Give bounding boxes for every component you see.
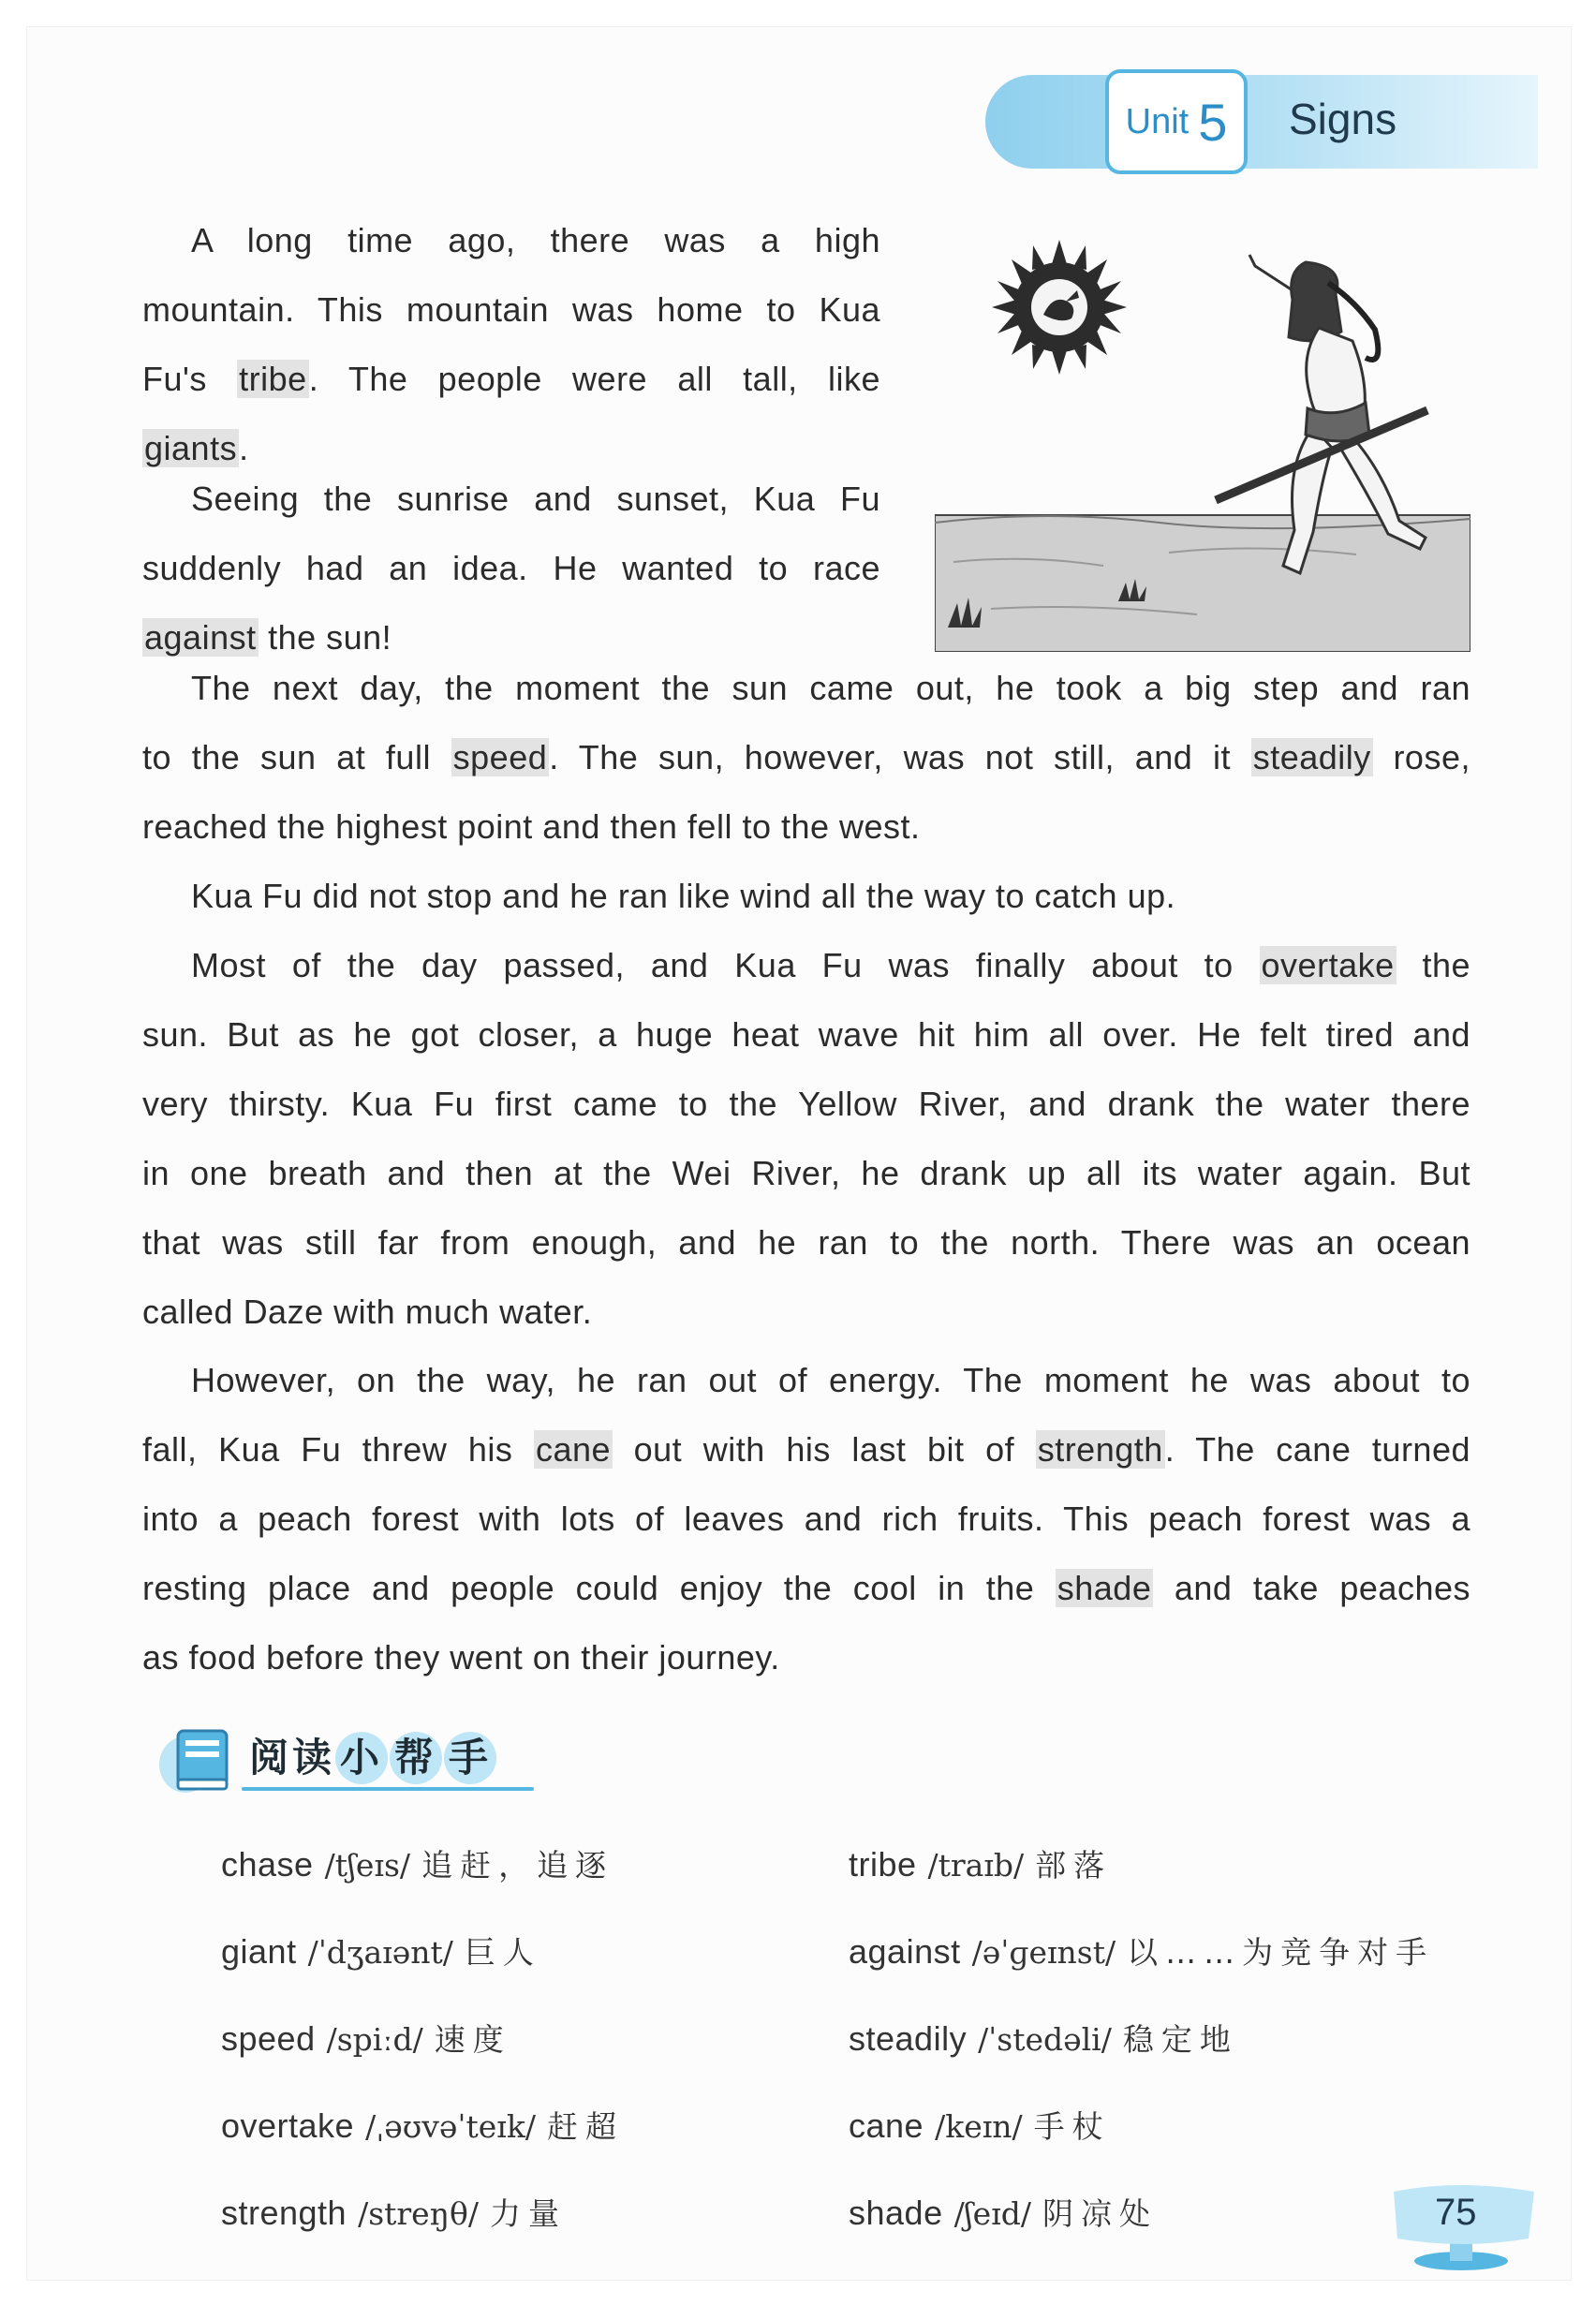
story-line: that was still far from enough, and he ran to the north. There was an ocean <box>142 1223 1470 1262</box>
vocab-highlight: cane <box>535 1430 612 1469</box>
vocab-meaning: 以……为竞争对手 <box>1127 1934 1435 1971</box>
story-text: . <box>239 429 249 467</box>
story-line: reached the highest point and then fell to the west. <box>142 807 921 846</box>
vocab-phonetic: /keɪn/ <box>935 2108 1023 2145</box>
story-text: the sun! <box>258 618 392 657</box>
story-paragraph-5 <box>142 931 1470 1347</box>
story-line <box>142 931 1470 1000</box>
story-line: very thirsty. Kua Fu first came to the Yellow River, and drank the water there <box>142 1085 1470 1123</box>
vocab-meaning: 稳定地 <box>1122 2021 1238 2058</box>
story-line: in one breath and then at the Wei River, he drank up all its water again. But <box>142 1154 1470 1192</box>
unit-number: 5 <box>1198 92 1228 152</box>
story-text: out with his last bit of <box>613 1430 1036 1469</box>
vocab-entry <box>221 2016 511 2060</box>
story-text: Fu's <box>142 360 238 398</box>
page-number: 75 <box>1435 2192 1477 2233</box>
vocab-phonetic: /spiːd/ <box>326 2021 423 2058</box>
story-line: However, on the way, he ran out of energy. The moment he was about to <box>191 1361 1470 1399</box>
vocab-word: chase <box>221 1845 314 1884</box>
story-text: Most of the day passed, and Kua Fu was finally about to <box>191 946 1260 984</box>
story-text: . The cane turned <box>1164 1430 1470 1469</box>
story-text: fall, Kua Fu threw his <box>142 1430 534 1469</box>
vocab-highlight: steadily <box>1252 738 1371 776</box>
story-line: The next day, the moment the sun came out, he took a big step and ran <box>191 669 1470 707</box>
vocab-meaning: 手杖 <box>1033 2108 1111 2145</box>
sun-icon <box>992 240 1127 375</box>
vocab-phonetic: /ˌəʊvəˈteɪk/ <box>365 2108 536 2145</box>
vocab-phonetic: /traɪb/ <box>927 1847 1025 1884</box>
story-line <box>142 723 1470 792</box>
vocab-highlight: overtake <box>1261 946 1395 984</box>
vocab-entry <box>221 1841 613 1885</box>
vocab-meaning: 阴凉处 <box>1042 2195 1158 2232</box>
vocab-highlight: speed <box>452 738 548 776</box>
vocab-entry <box>221 2190 567 2234</box>
vocab-word: against <box>849 1932 961 1971</box>
vocab-highlight: giants <box>144 429 238 467</box>
reading-helper-title-char: 小 <box>335 1732 388 1784</box>
vocab-meaning: 赶超 <box>546 2108 624 2145</box>
story-line: as food before they went on their journey. <box>142 1638 780 1677</box>
vocab-word: giant <box>221 1932 297 1971</box>
story-text: the <box>1396 946 1470 984</box>
unit-badge <box>1105 69 1248 174</box>
vocab-phonetic: /ˈstedəli/ <box>978 2021 1112 2058</box>
story-text: . The sun, however, was not still, and it <box>549 738 1251 776</box>
vocab-highlight: strength <box>1037 1430 1163 1469</box>
vocab-meaning: 部落 <box>1035 1847 1113 1884</box>
story-line: sun. But as he got closer, a huge heat wave hit him all over. He felt tired and <box>142 1015 1470 1054</box>
vocab-word: steadily <box>849 2019 968 2058</box>
story-line: Seeing the sunrise and sunset, Kua Fu <box>191 480 880 518</box>
story-paragraph-6 <box>142 1346 1470 1692</box>
story-line: called Daze with much water. <box>142 1293 593 1331</box>
story-paragraph-2 <box>142 465 880 672</box>
vocab-phonetic: /ʃeɪd/ <box>953 2195 1031 2232</box>
vocab-word: tribe <box>849 1845 917 1884</box>
vocab-word: strength <box>221 2194 347 2232</box>
book-icon <box>157 1723 234 1796</box>
vocab-word: speed <box>221 2019 316 2058</box>
vocab-meaning: 巨人 <box>464 1934 541 1971</box>
vocab-entry <box>849 2103 1111 2147</box>
vocab-entry <box>221 1928 541 1973</box>
unit-word: Unit <box>1125 101 1190 141</box>
story-line: suddenly had an idea. He wanted to race <box>142 549 880 587</box>
story-paragraph-4 <box>142 862 1470 931</box>
story-text: and take peaches <box>1153 1569 1470 1607</box>
story-paragraph-3 <box>142 654 1470 862</box>
story-line: into a peach forest with lots of leaves and rich fruits. This peach forest was a <box>142 1500 1470 1538</box>
vocab-entry <box>849 2016 1238 2060</box>
vocab-meaning: 追赶，追逐 <box>421 1847 614 1884</box>
vocab-entry <box>221 2103 624 2147</box>
vocab-entry <box>849 2190 1158 2234</box>
story-text: resting place and people could enjoy the cool in the <box>142 1569 1056 1607</box>
vocab-highlight: tribe <box>239 360 307 398</box>
vocab-phonetic: /streŋθ/ <box>358 2195 479 2232</box>
kua-fu-chasing-sun-illustration <box>935 225 1470 652</box>
unit-title: Signs <box>1289 95 1397 143</box>
reading-helper-title-char: 手 <box>444 1732 496 1784</box>
vocab-word: overtake <box>221 2106 355 2145</box>
story-line: A long time ago, there was a high <box>191 221 880 259</box>
vocab-word: cane <box>849 2106 924 2145</box>
story-line <box>142 345 880 414</box>
story-text: rose, <box>1372 738 1470 776</box>
reading-helper-title-char: 帮 <box>390 1732 442 1784</box>
story-line <box>142 1554 1470 1623</box>
vocab-meaning: 力量 <box>489 2195 567 2232</box>
vocab-meaning: 速度 <box>434 2021 511 2058</box>
reading-helper-underline <box>242 1787 534 1791</box>
unit-header-tab <box>985 75 1538 169</box>
vocab-entry <box>849 1928 1434 1973</box>
story-line: mountain. This mountain was home to Kua <box>142 290 880 329</box>
story-paragraph-1 <box>142 206 880 483</box>
vocab-phonetic: /tʃeɪs/ <box>324 1847 411 1884</box>
story-text: to the sun at full <box>142 738 451 776</box>
vocab-entry <box>849 1841 1112 1885</box>
vocab-phonetic: /ˈdʒaɪənt/ <box>307 1934 453 1971</box>
reading-helper-title <box>249 1727 498 1784</box>
vocab-word: shade <box>849 2194 943 2232</box>
vocab-phonetic: /əˈɡeɪnst/ <box>971 1934 1116 1971</box>
vocab-highlight: shade <box>1057 1569 1152 1607</box>
story-text: . The people were all tall, like <box>308 360 880 398</box>
vocab-highlight: against <box>144 618 257 657</box>
story-line <box>142 1415 1470 1485</box>
story-line: Kua Fu did not stop and he ran like wind all the way to catch up. <box>191 877 1176 915</box>
reading-helper-title-plain: 阅读 <box>249 1735 336 1780</box>
